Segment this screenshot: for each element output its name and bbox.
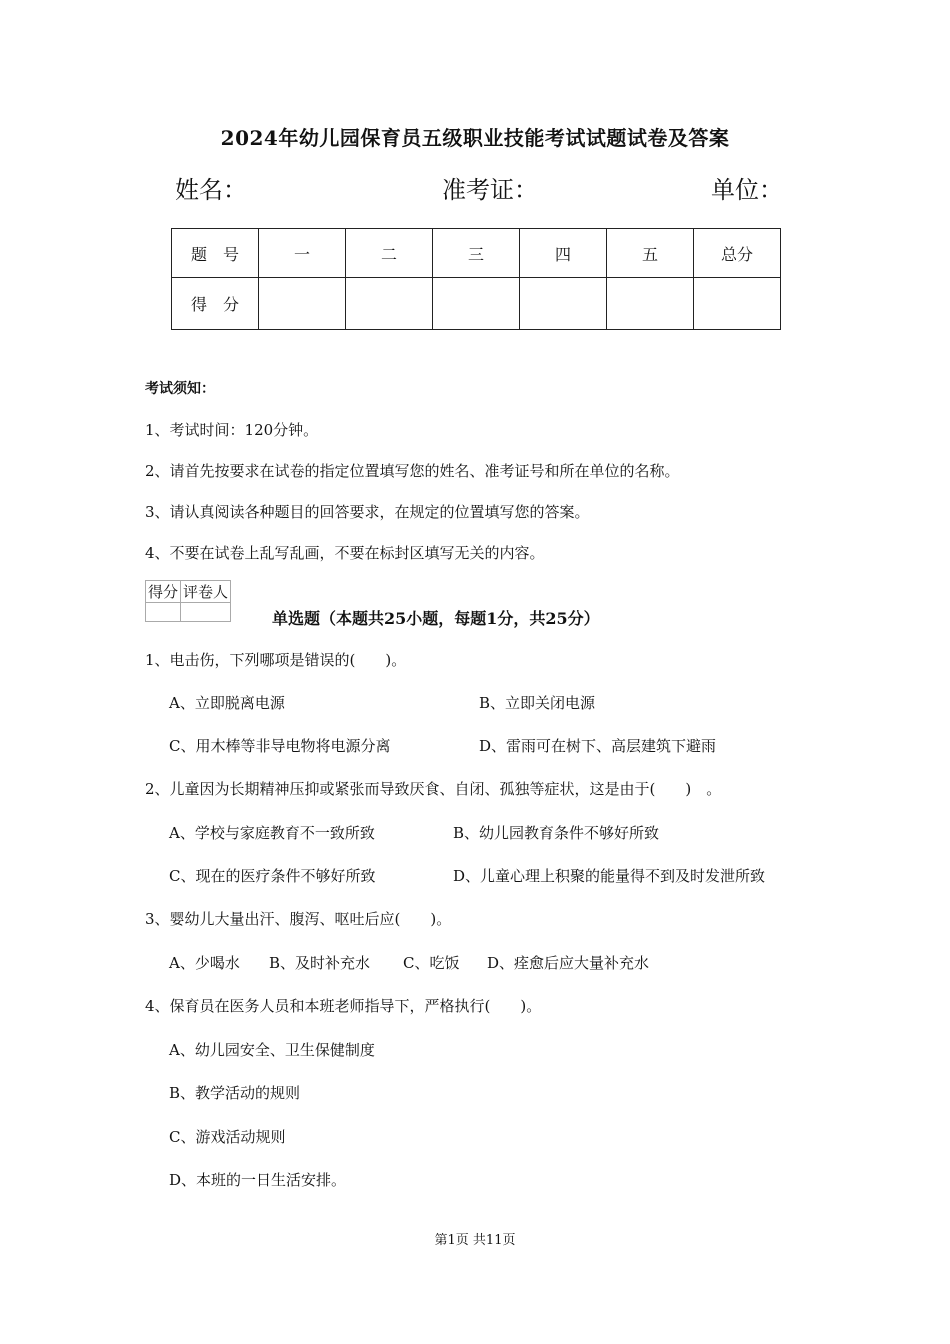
question-option[interactable]: B、教学活动的规则 <box>169 1084 301 1102</box>
notice-item: 4、不要在试卷上乱写乱画，不要在标封区填写无关的内容。 <box>145 544 545 562</box>
page-title: 2024年幼儿园保育员五级职业技能考试试题试卷及答案 <box>220 126 730 150</box>
notice-item: 3、请认真阅读各种题目的回答要求，在规定的位置填写您的答案。 <box>145 503 590 521</box>
question-option[interactable]: C、现在的医疗条件不够好所致 <box>169 867 376 885</box>
question-option[interactable]: B、立即关闭电源 <box>479 694 596 712</box>
score-cell[interactable] <box>346 278 433 330</box>
score-table <box>171 228 781 330</box>
score-table-header-row <box>172 229 781 278</box>
score-table-header-cell: 三 <box>433 229 520 278</box>
question-stem: 2、儿童因为长期精神压抑或紧张而导致厌食、自闭、孤独等症状，这是由于( ) 。 <box>145 780 722 798</box>
question-option[interactable]: D、儿童心理上积聚的能量得不到及时发泄所致 <box>453 867 766 885</box>
score-row-label: 得 分 <box>172 278 259 330</box>
question-stem: 4、保育员在医务人员和本班老师指导下，严格执行( )。 <box>145 997 542 1015</box>
score-cell[interactable] <box>433 278 520 330</box>
score-table-header-cell: 二 <box>346 229 433 278</box>
score-cell[interactable] <box>259 278 346 330</box>
notice-heading: 考试须知： <box>145 381 215 397</box>
score-cell[interactable] <box>520 278 607 330</box>
score-table-header-cell: 一 <box>259 229 346 278</box>
score-table-score-row <box>172 278 781 330</box>
grader-score-cell[interactable] <box>146 603 181 622</box>
question-option[interactable]: C、用木棒等非导电物将电源分离 <box>169 737 391 755</box>
notice-item: 1、考试时间：120分钟。 <box>145 421 319 439</box>
score-table-header-cell: 题 号 <box>172 229 259 278</box>
name-label: 姓名： <box>175 176 247 204</box>
notice-item: 2、请首先按要求在试卷的指定位置填写您的姓名、准考证号和所在单位的名称。 <box>145 462 680 480</box>
question-option[interactable]: B、幼儿园教育条件不够好所致 <box>453 824 660 842</box>
unit-label: 单位： <box>711 176 783 204</box>
question-option[interactable]: A、立即脱离电源 <box>169 694 285 712</box>
question-option[interactable]: D、本班的一日生活安排。 <box>169 1171 347 1189</box>
grader-box <box>145 580 231 622</box>
question-option[interactable]: C、游戏活动规则 <box>169 1128 286 1146</box>
question-option[interactable]: C、吃饭 <box>403 954 460 972</box>
question-stem: 1、电击伤，下列哪项是错误的( )。 <box>145 651 407 669</box>
question-option[interactable]: A、少喝水 <box>169 954 240 972</box>
question-option[interactable]: D、痊愈后应大量补充水 <box>487 954 650 972</box>
grader-score-label: 得分 <box>146 581 181 603</box>
question-option[interactable]: A、幼儿园安全、卫生保健制度 <box>169 1041 375 1059</box>
score-table-header-cell: 总分 <box>694 229 781 278</box>
exam-id-label: 准考证： <box>442 176 538 204</box>
score-cell[interactable] <box>694 278 781 330</box>
score-cell[interactable] <box>607 278 694 330</box>
page-footer: 第1页 共11页 <box>434 1233 516 1248</box>
grader-name-cell[interactable] <box>181 603 231 622</box>
score-table-header-cell: 四 <box>520 229 607 278</box>
section-title: 单选题（本题共25小题，每题1分，共25分） <box>272 609 600 628</box>
grader-name-label: 评卷人 <box>181 581 231 603</box>
question-option[interactable]: D、雷雨可在树下、高层建筑下避雨 <box>479 737 717 755</box>
question-option[interactable]: B、及时补充水 <box>269 954 371 972</box>
question-stem: 3、婴幼儿大量出汗、腹泻、呕吐后应( )。 <box>145 910 452 928</box>
score-table-header-cell: 五 <box>607 229 694 278</box>
question-option[interactable]: A、学校与家庭教育不一致所致 <box>169 824 375 842</box>
